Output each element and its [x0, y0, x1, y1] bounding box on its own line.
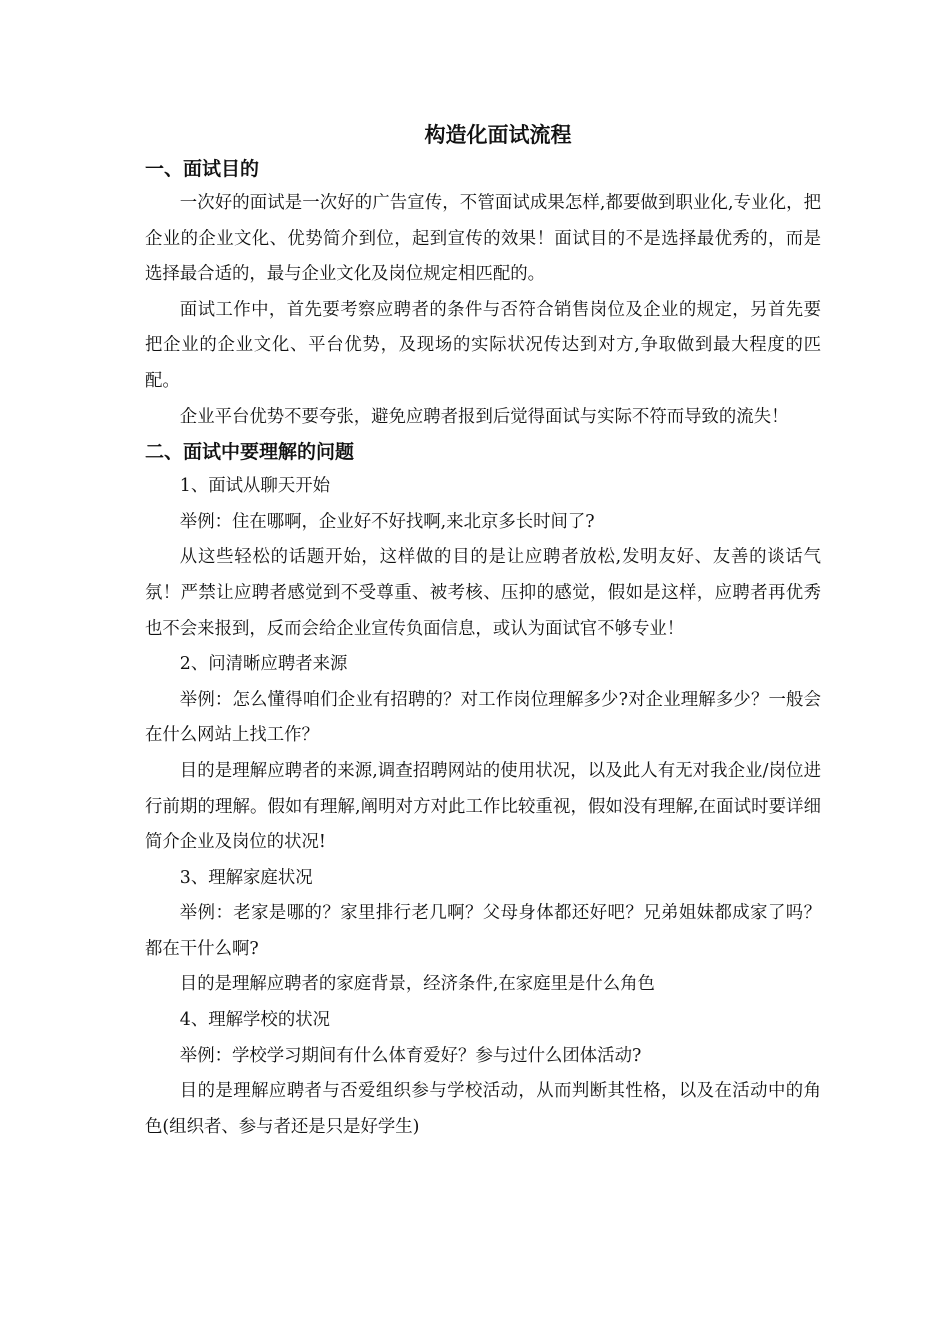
paragraph: 举例：住在哪啊，企业好不好找啊,来北京多长时间了?	[179, 511, 595, 532]
paragraph: 目的是理解应聘者的来源,调查招聘网站的使用状况，以及此人有无对我企业/岗位进行前期的理解。假如有理解,阐明对方对此工作比较重视，假如没有理解,在面试时要详细简介企业及岗位的状况!	[145, 760, 821, 853]
paragraph: 举例：怎么懂得咱们企业有招聘的？对工作岗位理解多少?对企业理解多少？一般会在什么网站上找工作？	[145, 689, 821, 746]
paragraph: 2、问清晰应聘者来源	[179, 654, 348, 675]
section-heading-questions: 二、面试中要理解的问题	[145, 441, 355, 464]
paragraph: 企业平台优势不要夸张，避免应聘者报到后觉得面试与实际不符而导致的流失！	[179, 406, 789, 427]
document-title: 构造化面试流程	[424, 123, 572, 147]
paragraph: 举例：学校学习期间有什么体育爱好？参与过什么团体活动?	[179, 1045, 642, 1066]
paragraph: 1、面试从聊天开始	[179, 476, 330, 497]
paragraph: 举例：老家是哪的？家里排行老几啊？父母身体都还好吧？兄弟姐妹都成家了吗？都在干什么啊?	[145, 903, 821, 959]
paragraph: 4、理解学校的状况	[179, 1010, 330, 1031]
paragraph: 面试工作中，首先要考察应聘者的条件与否符合销售岗位及企业的规定，另首先要把企业的企业文化、平台优势，及现场的实际状况传达到对方,争取做到最大程度的匹配。	[145, 299, 821, 391]
paragraph: 一次好的面试是一次好的广告宣传，不管面试成果怎样,都要做到职业化,专业化，把企业的企业文化、优势简介到位，起到宣传的效果！面试目的不是选择最优秀的，而是选择最合适的，最与企业文化及岗位规定相匹配的。	[145, 193, 821, 285]
paragraph: 目的是理解应聘者与否爱组织参与学校活动，从而判断其性格，以及在活动中的角色(组织者、参与者还是只是好学生)	[145, 1081, 821, 1137]
section-heading-purpose: 一、面试目的	[145, 158, 260, 180]
paragraph: 目的是理解应聘者的家庭背景，经济条件,在家庭里是什么角色	[179, 974, 655, 995]
paragraph: 3、理解家庭状况	[179, 867, 313, 888]
document-page	[145, 118, 821, 1145]
paragraph: 从这些轻松的话题开始，这样做的目的是让应聘者放松,发明友好、友善的谈话气氛！严禁让应聘者感觉到不受尊重、被考核、压抑的感觉，假如是这样，应聘者再优秀也不会来报到，反而会给企业宣传负面信息，或认为面试官不够专业！	[145, 547, 821, 639]
